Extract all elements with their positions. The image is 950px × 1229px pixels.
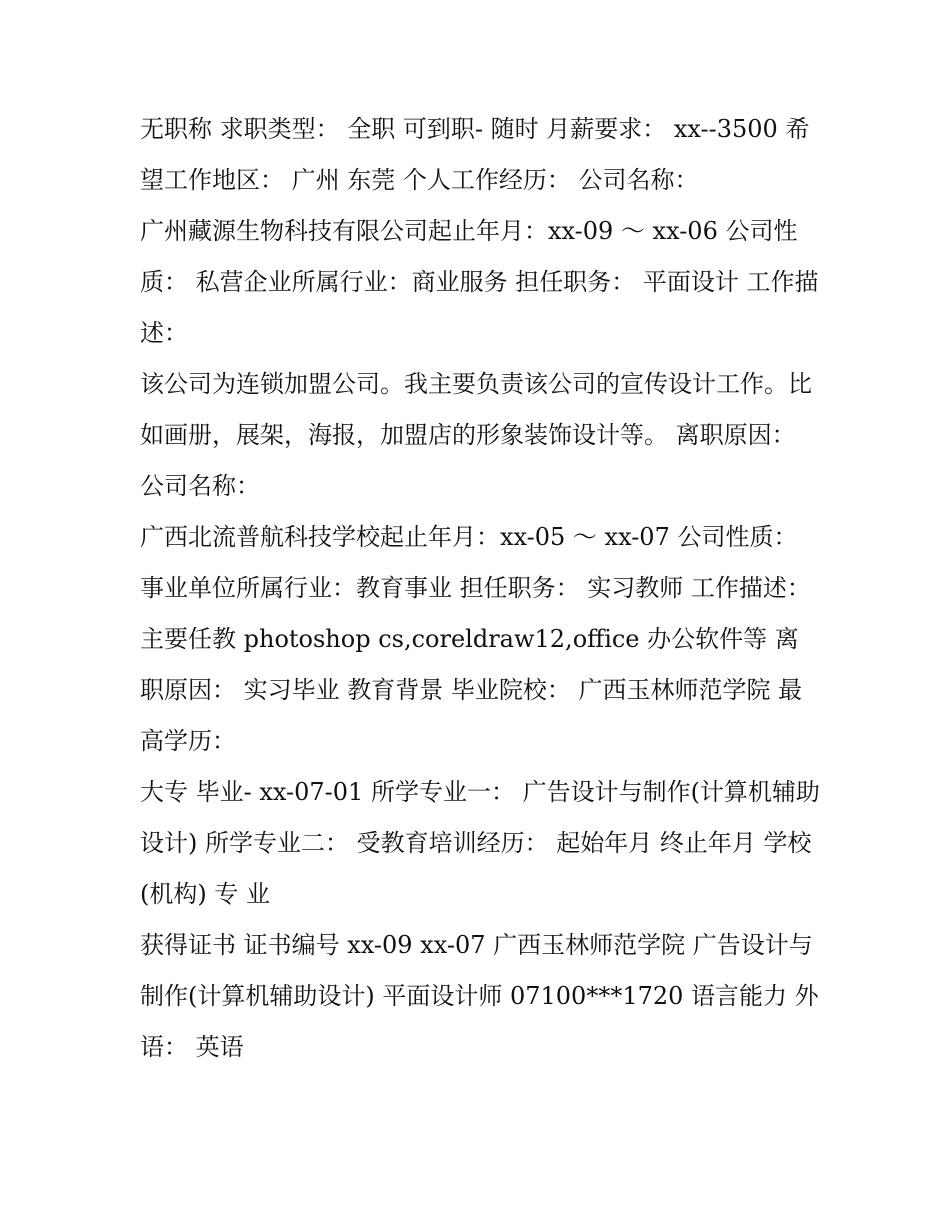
paragraph-company-2-description: 主要任教 photoshop cs,coreldraw12,office 办公软件等 离职原因： 实习毕业 教育背景 毕业院校： 广西玉林师范学院 最高学历： — [140, 625, 803, 755]
paragraph-education: 大专 毕业- xx-07-01 所学专业一： 广告设计与制作(计算机辅助设计) 所学专业二： 受教育培训经历： 起始年月 终止年月 学校(机构) 专 业 — [140, 778, 820, 908]
paragraph-company-1-description: 该公司为连锁加盟公司。我主要负责该公司的宣传设计工作。比如画册，展架，海报，加盟店的形象装饰设计等。 离职原因： 公司名称： — [140, 370, 812, 500]
paragraph-company-1: 广州藏源生物科技有限公司起止年月：xx-09 ～ xx-06 公司性质： 私营企业所属行业：商业服务 担任职务： 平面设计 工作描述： — [140, 217, 819, 347]
resume-body — [140, 104, 820, 1073]
paragraph-company-2: 广西北流普航科技学校起止年月：xx-05 ～ xx-07 公司性质：事业单位所属行业：教育事业 担任职务： 实习教师 工作描述： — [140, 523, 811, 602]
paragraph-certificates: 获得证书 证书编号 xx-09 xx-07 广西玉林师范学院 广告设计与制作(计算机辅助设计) 平面设计师 07100***1720 语言能力 外语： 英语 — [140, 931, 819, 1061]
paragraph-job-intent: 无职称 求职类型： 全职 可到职- 随时 月薪要求： xx--3500 希望工作地区： 广州 东莞 个人工作经历： 公司名称： — [140, 115, 810, 194]
